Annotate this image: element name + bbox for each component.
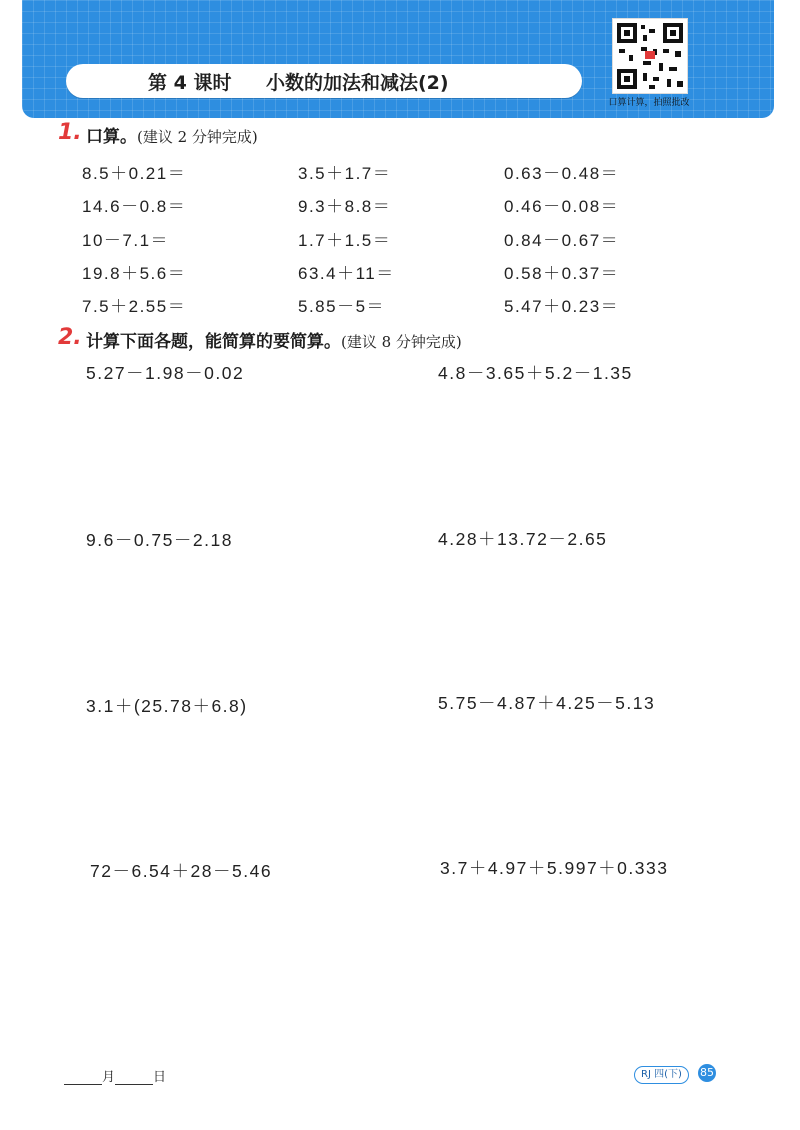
calc-problem: 3.7＋4.97＋5.997＋0.333 bbox=[440, 858, 669, 878]
oral-item: 3.5＋1.7＝ bbox=[298, 164, 392, 183]
oral-item: 7.5＋2.55＝ bbox=[82, 297, 187, 316]
section-1-number: 1. bbox=[58, 120, 82, 145]
calc-problem: 72－6.54＋28－5.46 bbox=[90, 861, 273, 881]
calc-problem: 3.1＋(25.78＋6.8) bbox=[86, 696, 248, 716]
section-2-number: 2. bbox=[58, 325, 82, 350]
calc-problem: 4.28＋13.72－2.65 bbox=[438, 529, 608, 549]
oral-item: 63.4＋11＝ bbox=[298, 264, 395, 283]
oral-item: 5.85－5＝ bbox=[298, 297, 386, 316]
calc-problem: 5.75－4.87＋4.25－5.13 bbox=[438, 693, 656, 713]
section-2-note: (建议 8 分钟完成) bbox=[341, 333, 462, 351]
calc-problem: 5.27－1.98－0.02 bbox=[86, 363, 245, 383]
day-label: 日 bbox=[153, 1070, 167, 1085]
section-1-title: 口算。 bbox=[86, 127, 137, 147]
oral-item: 0.58＋0.37＝ bbox=[504, 264, 620, 283]
section-2-title: 计算下面各题，能简算的要简算。 bbox=[86, 332, 341, 352]
oral-item: 0.63－0.48＝ bbox=[504, 164, 620, 183]
month-blank[interactable] bbox=[64, 1070, 102, 1085]
date-field bbox=[64, 1066, 166, 1085]
oral-item: 10－7.1＝ bbox=[82, 231, 170, 250]
lesson-label: 第 4 课时 bbox=[148, 72, 232, 94]
day-blank[interactable] bbox=[115, 1070, 153, 1085]
oral-item: 5.47＋0.23＝ bbox=[504, 297, 620, 316]
grade-badge: RJ 四(下) bbox=[634, 1066, 689, 1084]
calc-problem: 9.6－0.75－2.18 bbox=[86, 530, 233, 550]
title-bar bbox=[66, 64, 582, 98]
oral-item: 19.8＋5.6＝ bbox=[82, 264, 187, 283]
oral-item: 9.3＋8.8＝ bbox=[298, 197, 392, 216]
qr-caption: 口算计算，拍照批改 bbox=[608, 98, 690, 108]
section-1-note: (建议 2 分钟完成) bbox=[137, 128, 258, 146]
oral-item: 8.5＋0.21＝ bbox=[82, 164, 187, 183]
lesson-topic: 小数的加法和减法(2) bbox=[266, 72, 449, 94]
oral-item: 0.46－0.08＝ bbox=[504, 197, 620, 216]
calc-problem: 4.8－3.65＋5.2－1.35 bbox=[438, 363, 633, 383]
qr-code-icon[interactable] bbox=[612, 18, 688, 94]
section-1-heading bbox=[86, 122, 258, 147]
month-label: 月 bbox=[102, 1070, 116, 1085]
page-number: 85 bbox=[698, 1064, 716, 1082]
oral-item: 0.84－0.67＝ bbox=[504, 231, 620, 250]
oral-item: 14.6－0.8＝ bbox=[82, 197, 187, 216]
section-2-heading bbox=[86, 327, 462, 352]
oral-item: 1.7＋1.5＝ bbox=[298, 231, 392, 250]
